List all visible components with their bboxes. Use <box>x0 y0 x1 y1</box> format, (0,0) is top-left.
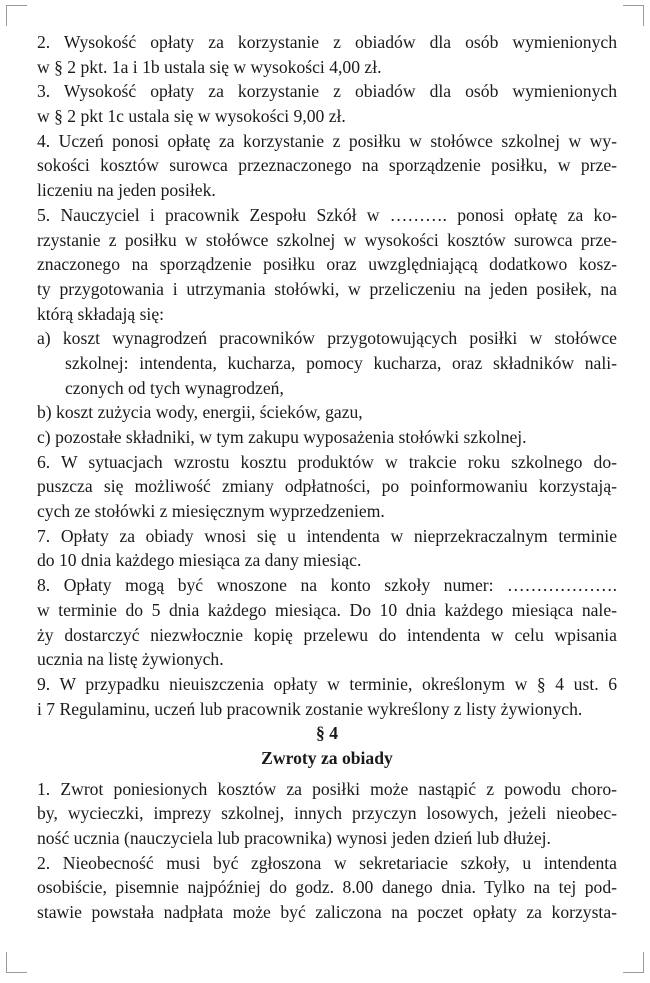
document-page <box>37 30 617 925</box>
text-line: by, wycieczki, imprezy szkolnej, innych przyczyn losowych, jeżeli nieobec- <box>37 803 617 824</box>
crop-mark-top-left <box>6 5 27 26</box>
text-line: i 7 Regulaminu, uczeń lub pracownik zostanie wykreślony z listy żywionych. <box>37 698 583 719</box>
text-line: którą składają się: <box>37 303 165 324</box>
section-heading: Zwroty za obiady <box>261 747 393 768</box>
text-line: 7. Opłaty za obiady wnosi się u intendenta w nieprzekraczalnym terminie <box>37 525 617 546</box>
text-line: ucznia na listę żywionych. <box>37 649 224 670</box>
crop-mark-top-right <box>623 5 644 26</box>
text-line: 9. W przypadku nieuiszczenia opłaty w terminie, określonym w § 4 ust. 6 <box>37 673 617 694</box>
text-line: w § 2 pkt. 1a i 1b ustala się w wysokości 4,00 zł. <box>37 56 382 77</box>
text-line: 1. Zwrot poniesionych kosztów za posiłki może nastąpić z powodu choro- <box>37 778 617 799</box>
text-line: w terminie do 5 dnia każdego miesiąca. Do 10 dnia każdego miesiąca nale- <box>37 599 617 620</box>
text-line: 2. Wysokość opłaty za korzystanie z obiadów dla osób wymienionych <box>37 32 617 52</box>
text-line: cych ze stołówki z miesięcznym wyprzedzeniem. <box>37 501 385 522</box>
text-line: 8. Opłaty mogą być wnoszone na konto szkoły numer: ………………. <box>37 575 617 596</box>
text-line: c) pozostałe składniki, w tym zakupu wyposażenia stołówki szkolnej. <box>37 427 527 447</box>
text-line: ność ucznia (nauczyciela lub pracownika) wynosi jeden dzień lub dłużej. <box>37 828 551 848</box>
text-line: znaczonego na sporządzenie posiłku oraz uwzględniającą dodatkowo kosz- <box>37 254 617 275</box>
text-line: do 10 dnia każdego miesiąca za dany miesiąc. <box>37 550 362 571</box>
text-line: liczeniu na jeden posiłek. <box>37 180 216 201</box>
text-line: 6. W sytuacjach wzrostu kosztu produktów w trakcie roku szkolnego do- <box>37 451 617 472</box>
section-heading: § 4 <box>316 723 338 744</box>
text-line: stawie powstała nadpłata może być zaliczona na poczet opłaty za korzysta- <box>37 902 617 923</box>
text-line: puszcza się możliwość zmiany odpłatności, po poinformowaniu korzystają- <box>37 476 617 497</box>
text-line: 3. Wysokość opłaty za korzystanie z obiadów dla osób wymienionych <box>37 81 617 102</box>
crop-mark-bottom-left <box>6 952 27 973</box>
text-line: b) koszt zużycia wody, energii, ścieków, gazu, <box>37 402 363 423</box>
text-line: ty przygotowania i utrzymania stołówki, w przeliczeniu na jeden posiłek, na <box>37 278 617 299</box>
text-line: sokości kosztów surowca przeznaczonego na sporządzenie posiłku, w prze- <box>37 155 617 176</box>
text-line: 5. Nauczyciel i pracownik Zespołu Szkół w ………. ponosi opłatę za ko- <box>37 204 617 225</box>
text-line: czonych od tych wynagrodzeń, <box>65 377 284 398</box>
text-line: ży dostarczyć niezwłocznie kopię przelewu do intendenta w celu wpisania <box>37 624 617 645</box>
text-line: a) koszt wynagrodzeń pracowników przygotowujących posiłki w stołówce <box>37 328 617 349</box>
text-line: 4. Uczeń ponosi opłatę za korzystanie z posiłku w stołówce szkolnej w wy- <box>37 130 617 151</box>
text-line: 2. Nieobecność musi być zgłoszona w sekretariacie szkoły, u intendenta <box>37 852 617 873</box>
text-line: rzystanie z posiłku w stołówce szkolnej w wysokości kosztów surowca prze- <box>37 229 617 250</box>
crop-mark-bottom-right <box>623 952 644 973</box>
text-line: osobiście, pisemnie najpóźniej do godz. 8.00 danego dnia. Tylko na tej pod- <box>37 877 617 898</box>
text-line: szkolnej: intendenta, kucharza, pomocy kucharza, oraz składników nali- <box>65 352 617 373</box>
text-line: w § 2 pkt 1c ustala się w wysokości 9,00 zł. <box>37 106 346 127</box>
